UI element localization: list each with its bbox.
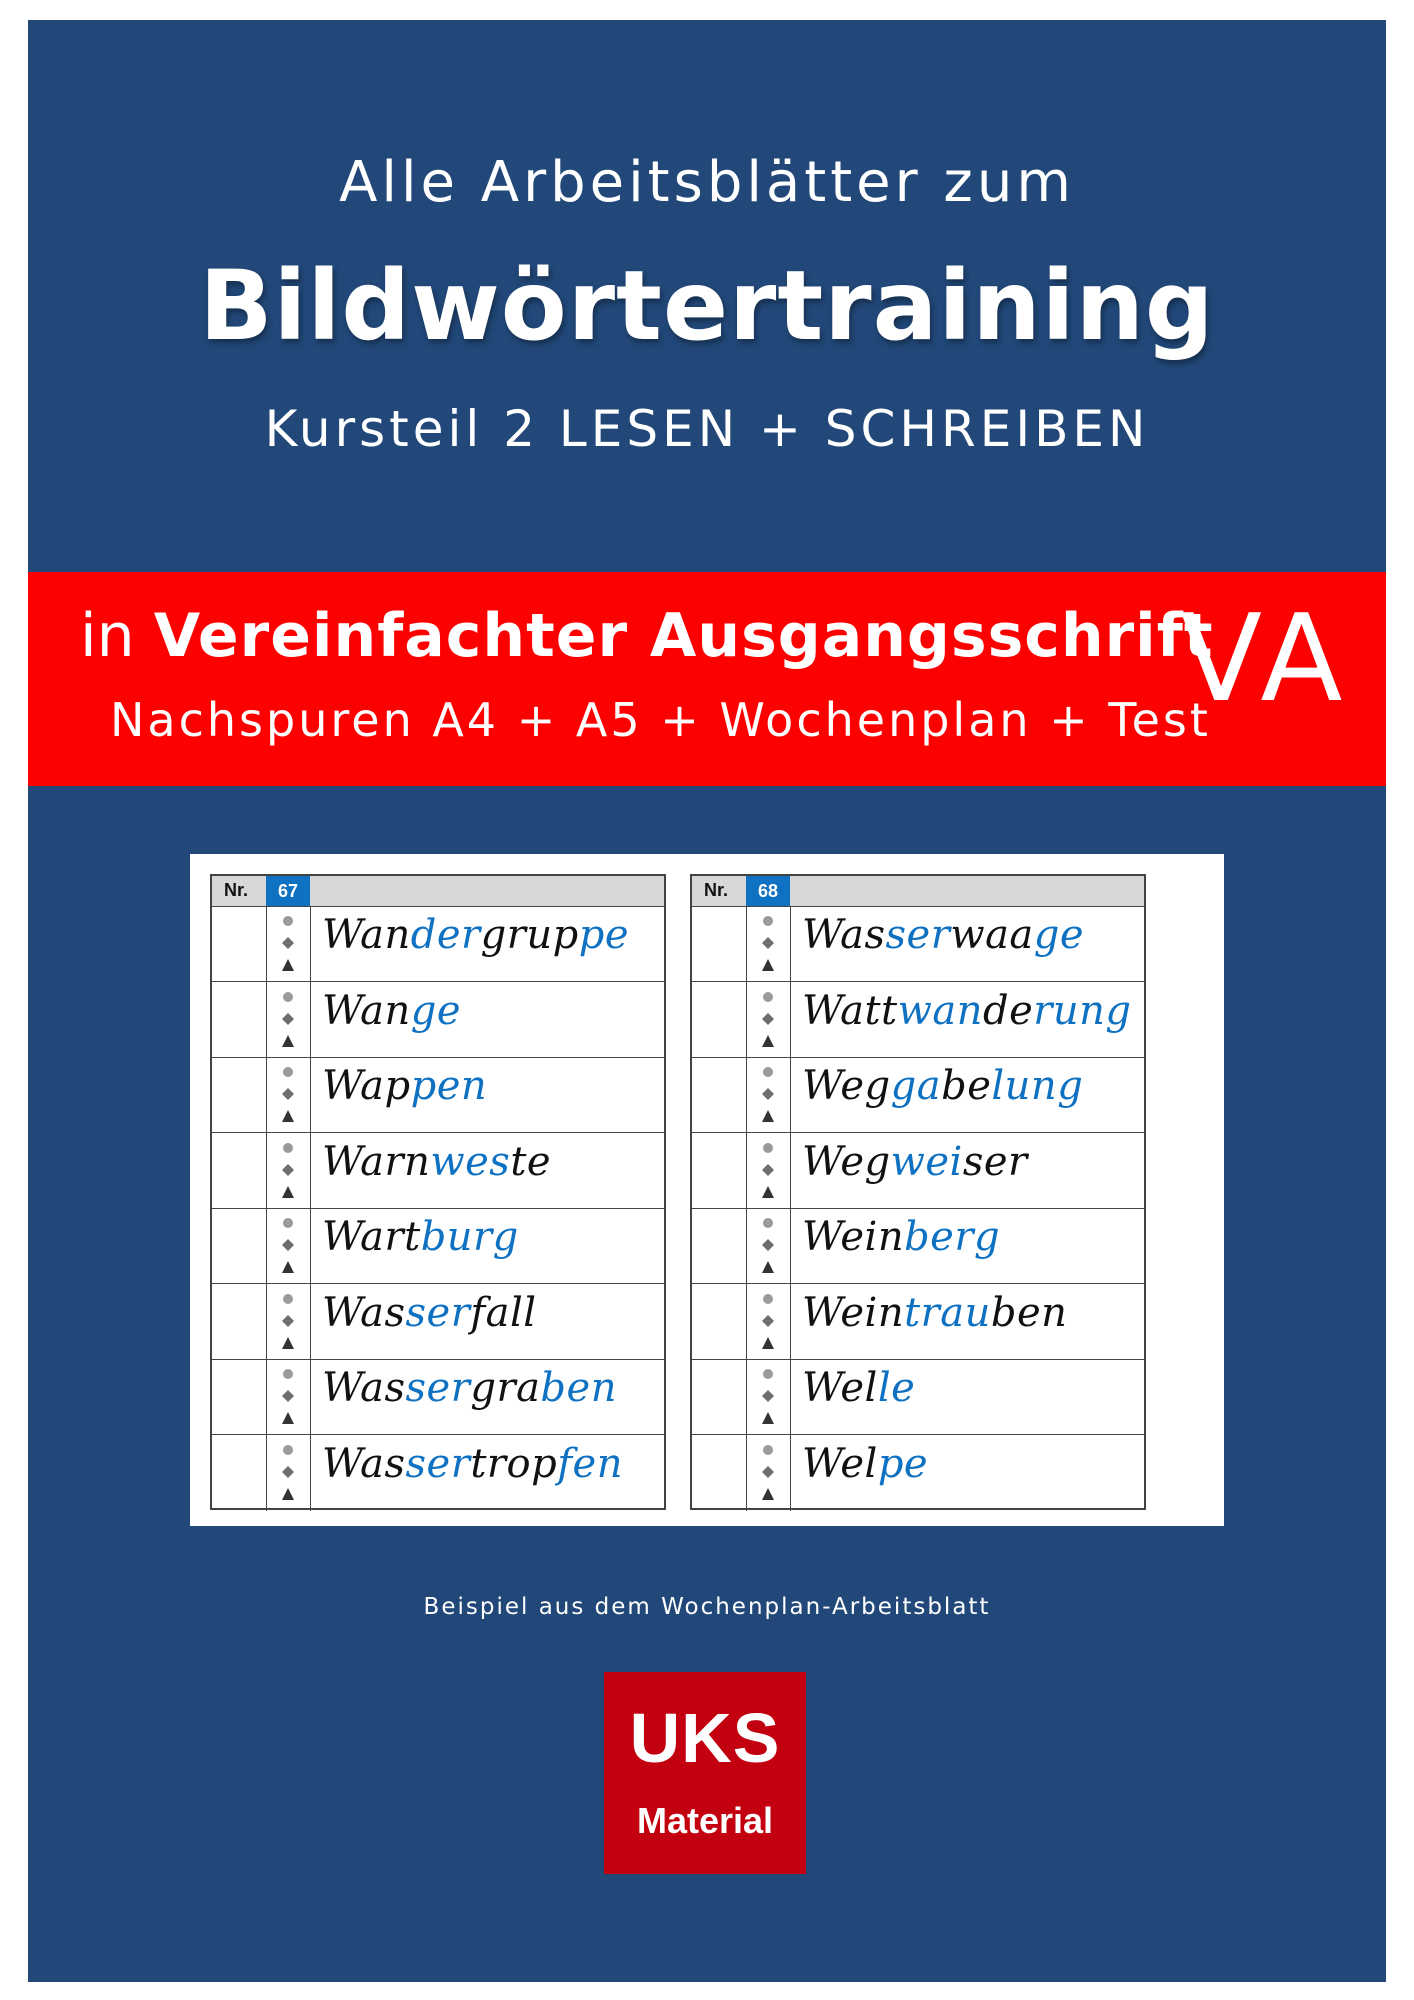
syllable-word <box>802 1139 1028 1185</box>
circle-icon <box>281 990 295 1004</box>
worksheet-sample <box>190 854 1224 1526</box>
column-divider <box>310 1208 311 1283</box>
word-row <box>212 982 664 1058</box>
circle-icon <box>761 1443 775 1457</box>
banner-script-name: Vereinfachter Ausgangsschrift <box>153 601 1214 671</box>
syllable: de <box>983 987 1034 1034</box>
column-divider <box>310 1284 311 1359</box>
syllable: ser <box>405 1440 471 1487</box>
syllable-word <box>802 1290 1067 1336</box>
diamond-icon <box>281 1087 295 1101</box>
syllable: ga <box>890 1063 942 1109</box>
circle-icon <box>281 1292 295 1306</box>
syllable: ser <box>885 912 951 958</box>
syllable: ser <box>405 1289 471 1336</box>
syllable: Wel <box>802 1365 878 1411</box>
circle-icon <box>761 1141 775 1155</box>
column-divider <box>746 906 747 981</box>
syllable: Wap <box>322 1063 411 1109</box>
syllable-word <box>802 1441 928 1487</box>
word-row <box>212 1133 664 1209</box>
syllable: Weg <box>802 1138 891 1185</box>
triangle-icon <box>281 958 295 972</box>
syllable: Was <box>322 1365 406 1411</box>
column-divider <box>266 1057 267 1132</box>
syllable: Wart <box>322 1214 421 1260</box>
diamond-icon <box>761 1465 775 1479</box>
syllable: Was <box>322 1440 406 1487</box>
column-divider <box>790 1133 791 1208</box>
syllable: ben <box>540 1365 617 1411</box>
triangle-icon <box>281 1109 295 1123</box>
script-badge: VA <box>1180 590 1349 729</box>
triangle-icon <box>281 1034 295 1048</box>
syllable-word <box>322 988 461 1034</box>
circle-icon <box>761 914 775 928</box>
syllable: Wein <box>802 1289 905 1336</box>
column-divider <box>746 1133 747 1208</box>
triangle-icon <box>281 1336 295 1350</box>
triangle-icon <box>761 1260 775 1274</box>
triangle-icon <box>761 1411 775 1425</box>
syllable: lung <box>991 1063 1084 1109</box>
syllable: Wan <box>322 912 411 958</box>
diamond-icon <box>281 936 295 950</box>
triangle-icon <box>761 1487 775 1501</box>
column-divider <box>790 1057 791 1132</box>
diamond-icon <box>761 1087 775 1101</box>
uks-logo <box>604 1672 806 1874</box>
column-divider <box>310 1359 311 1434</box>
word-row <box>692 1284 1144 1360</box>
column-divider <box>266 982 267 1057</box>
worksheet-header <box>212 876 664 907</box>
diamond-icon <box>761 1012 775 1026</box>
worksheet-67 <box>210 874 666 1510</box>
word-row <box>212 906 664 982</box>
word-row <box>692 1435 1144 1511</box>
syllable: waa <box>950 912 1034 958</box>
syllable: Wein <box>802 1214 905 1260</box>
triangle-icon <box>281 1487 295 1501</box>
syllable: burg <box>420 1214 519 1260</box>
column-divider <box>266 1435 267 1511</box>
word-row <box>212 1435 664 1511</box>
syllable: Was <box>802 912 886 958</box>
syllable: trop <box>470 1440 558 1487</box>
column-divider <box>790 1435 791 1511</box>
word-row <box>212 1359 664 1435</box>
circle-icon <box>761 990 775 1004</box>
word-row <box>692 1133 1144 1209</box>
syllable-word <box>322 1290 537 1336</box>
circle-icon <box>761 1065 775 1079</box>
circle-icon <box>281 914 295 928</box>
header-line: Alle Arbeitsblätter zum <box>339 150 1075 215</box>
syllable-word <box>322 1139 551 1185</box>
syllable: ge <box>410 987 462 1034</box>
diamond-icon <box>761 936 775 950</box>
column-divider <box>310 982 311 1057</box>
banner-prefix: in <box>80 601 135 671</box>
column-divider <box>266 1359 267 1434</box>
triangle-icon <box>761 1336 775 1350</box>
syllable-word <box>322 1063 487 1109</box>
syllable: pen <box>410 1063 488 1109</box>
page-title: Bildwörtertraining <box>199 250 1215 362</box>
circle-icon <box>281 1443 295 1457</box>
syllable: ser <box>962 1138 1028 1185</box>
word-row <box>692 1208 1144 1284</box>
diamond-icon <box>281 1389 295 1403</box>
column-divider <box>310 1057 311 1132</box>
syllable-word <box>322 1365 617 1411</box>
syllable: Wel <box>802 1440 878 1487</box>
column-divider <box>266 906 267 981</box>
column-divider <box>790 982 791 1057</box>
syllable: Watt <box>802 987 898 1034</box>
number-label: Nr. <box>224 880 249 900</box>
column-divider <box>746 1057 747 1132</box>
syllable-word <box>322 1441 623 1487</box>
syllable: ser <box>405 1365 471 1411</box>
triangle-icon <box>281 1185 295 1199</box>
syllable: grup <box>480 912 579 958</box>
syllable: te <box>510 1138 552 1185</box>
syllable: berg <box>904 1214 1001 1260</box>
column-divider <box>746 1435 747 1511</box>
word-row <box>692 1359 1144 1435</box>
column-divider <box>266 1284 267 1359</box>
logo-text-bottom: Material <box>636 1800 774 1841</box>
word-row <box>692 982 1144 1058</box>
worksheet-68 <box>690 874 1146 1510</box>
column-divider <box>746 1359 747 1434</box>
worksheet-header <box>692 876 1144 907</box>
triangle-icon <box>281 1260 295 1274</box>
logo-text-top: UKS <box>629 1699 781 1777</box>
banner-details: Nachspuren A4 + A5 + Wochenplan + Test <box>110 693 1211 747</box>
syllable-word <box>802 1365 915 1411</box>
column-divider <box>266 1208 267 1283</box>
column-divider <box>790 1359 791 1434</box>
circle-icon <box>761 1367 775 1381</box>
syllable: ben <box>990 1289 1068 1336</box>
triangle-icon <box>761 1109 775 1123</box>
circle-icon <box>281 1141 295 1155</box>
syllable: Was <box>322 1289 406 1336</box>
syllable: pe <box>578 912 630 958</box>
word-row <box>212 1284 664 1360</box>
column-divider <box>746 1208 747 1283</box>
syllable: der <box>410 912 481 958</box>
word-row <box>692 1057 1144 1133</box>
course-subtitle: Kursteil 2 LESEN + SCHREIBEN <box>264 400 1150 458</box>
column-divider <box>746 982 747 1057</box>
word-row <box>212 1208 664 1284</box>
worksheet-number: 68 <box>746 876 790 906</box>
word-row <box>212 1057 664 1133</box>
syllable-word <box>322 912 629 958</box>
diamond-icon <box>281 1314 295 1328</box>
syllable: Weg <box>802 1063 891 1109</box>
circle-icon <box>761 1292 775 1306</box>
syllable: be <box>941 1063 992 1109</box>
column-divider <box>746 1284 747 1359</box>
syllable: Wan <box>322 987 411 1034</box>
word-row <box>692 906 1144 982</box>
syllable-word <box>322 1214 519 1260</box>
syllable: wes <box>430 1138 511 1185</box>
circle-icon <box>281 1216 295 1230</box>
syllable: ge <box>1033 912 1085 958</box>
sample-caption: Beispiel aus dem Wochenplan-Arbeitsblatt <box>423 1594 991 1620</box>
triangle-icon <box>761 958 775 972</box>
circle-icon <box>281 1065 295 1079</box>
syllable: le <box>877 1365 916 1411</box>
column-divider <box>310 1133 311 1208</box>
syllable-word <box>802 912 1084 958</box>
column-divider <box>310 906 311 981</box>
diamond-icon <box>281 1238 295 1252</box>
diamond-icon <box>281 1163 295 1177</box>
column-divider <box>266 1133 267 1208</box>
syllable: wan <box>897 987 983 1034</box>
syllable: gra <box>470 1365 541 1411</box>
syllable: fall <box>470 1289 537 1336</box>
syllable: wei <box>890 1138 963 1185</box>
syllable-word <box>802 1063 1083 1109</box>
column-divider <box>310 1435 311 1511</box>
syllable-word <box>802 988 1132 1034</box>
triangle-icon <box>761 1185 775 1199</box>
syllable: pe <box>877 1440 929 1487</box>
triangle-icon <box>281 1411 295 1425</box>
syllable: Warn <box>322 1138 431 1185</box>
circle-icon <box>281 1367 295 1381</box>
triangle-icon <box>761 1034 775 1048</box>
column-divider <box>790 906 791 981</box>
diamond-icon <box>761 1314 775 1328</box>
syllable: rung <box>1033 987 1132 1034</box>
banner-heading <box>80 601 1214 671</box>
diamond-icon <box>761 1389 775 1403</box>
diamond-icon <box>281 1465 295 1479</box>
column-divider <box>790 1208 791 1283</box>
worksheet-number: 67 <box>266 876 310 906</box>
diamond-icon <box>281 1012 295 1026</box>
diamond-icon <box>761 1163 775 1177</box>
syllable: fen <box>557 1440 623 1487</box>
syllable-word <box>802 1214 1000 1260</box>
diamond-icon <box>761 1238 775 1252</box>
number-label: Nr. <box>704 880 729 900</box>
column-divider <box>790 1284 791 1359</box>
syllable: trau <box>904 1289 991 1336</box>
circle-icon <box>761 1216 775 1230</box>
